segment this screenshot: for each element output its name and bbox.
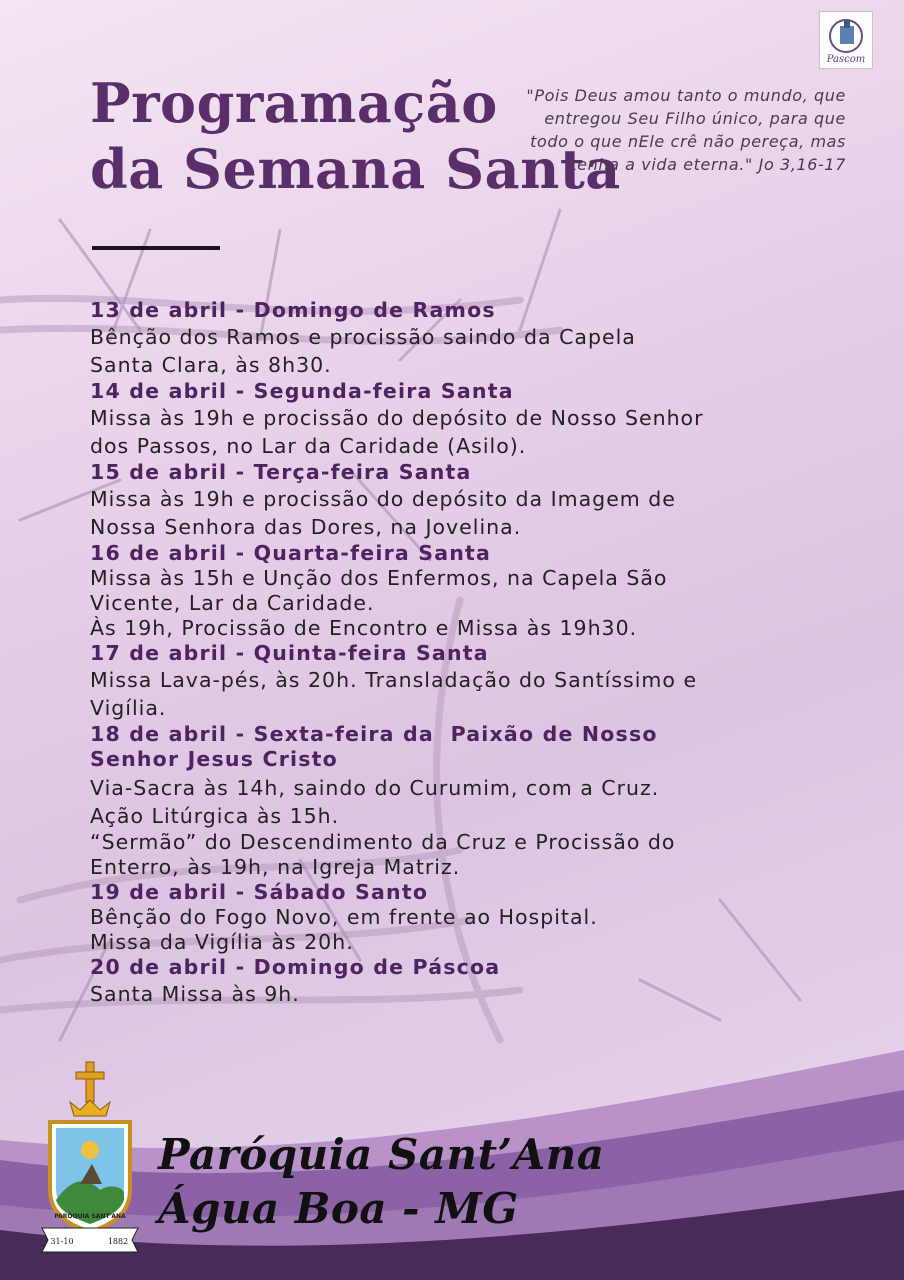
day-line: Missa às 15h e Unção dos Enfermos, na Capela São [90, 566, 668, 590]
svg-text:31-10: 31-10 [50, 1237, 74, 1246]
day-title: 13 de abril - Domingo de Ramos [90, 298, 496, 322]
day-line: Vigília. [90, 696, 167, 720]
svg-text:PARÓQUIA SANT'ANA: PARÓQUIA SANT'ANA [54, 1213, 126, 1220]
schedule-day [90, 722, 830, 880]
day-title: 20 de abril - Domingo de Páscoa [90, 955, 501, 979]
day-line: Missa Lava-pés, às 20h. Transladação do Santíssimo e [90, 668, 698, 692]
day-line: Bênção dos Ramos e procissão saindo da Capela [90, 325, 636, 349]
page-title-line1: Programação [90, 71, 498, 135]
day-line: Bênção do Fogo Novo, em frente ao Hospital. [90, 905, 598, 929]
schedule-day [90, 460, 830, 541]
pascom-logo-icon [820, 12, 872, 68]
parish-name [158, 1128, 604, 1236]
schedule-list [90, 298, 830, 1008]
svg-text:Pascom: Pascom [826, 54, 866, 65]
day-line: Via-Sacra às 14h, saindo do Curumim, com a Cruz. [90, 776, 660, 800]
parish-coat-of-arms-icon [40, 1060, 140, 1254]
schedule-day [90, 955, 830, 1008]
schedule-day [90, 541, 830, 641]
schedule-day [90, 641, 830, 722]
day-title: Senhor Jesus Cristo [90, 747, 338, 771]
day-line: Às 19h, Procissão de Encontro e Missa às 19h30. [90, 616, 638, 640]
page-title-line2: da Semana Santa [90, 137, 621, 201]
parish-name-line2: Água Boa - MG [158, 1184, 519, 1233]
day-line: Ação Litúrgica às 15h. [90, 804, 340, 828]
day-title: 15 de abril - Terça-feira Santa [90, 460, 472, 484]
day-title: 18 de abril - Sexta-feira da Paixão de Nosso [90, 722, 658, 746]
schedule-day [90, 298, 830, 379]
day-line: Missa às 19h e procissão do depósito da Imagem de [90, 487, 676, 511]
svg-text:1882: 1882 [107, 1237, 129, 1246]
day-line: “Sermão” do Descendimento da Cruz e Procissão do [90, 830, 676, 854]
schedule-day [90, 880, 830, 955]
day-title: 14 de abril - Segunda-feira Santa [90, 379, 514, 403]
day-line: Missa da Vigília às 20h. [90, 930, 354, 954]
day-title: 16 de abril - Quarta-feira Santa [90, 541, 492, 565]
schedule-day [90, 379, 830, 460]
day-line: Santa Missa às 9h. [90, 982, 300, 1006]
day-title: 19 de abril - Sábado Santo [90, 880, 429, 904]
day-line: Vicente, Lar da Caridade. [90, 591, 375, 615]
day-line: Enterro, às 19h, na Igreja Matriz. [90, 855, 461, 879]
day-line: Santa Clara, às 8h30. [90, 353, 332, 377]
title-divider [92, 246, 220, 250]
day-line: Missa às 19h e procissão do depósito de Nosso Senhor [90, 406, 704, 430]
parish-name-line1: Paróquia Sant’Ana [158, 1130, 605, 1179]
day-line: dos Passos, no Lar da Caridade (Asilo). [90, 434, 527, 458]
day-line: Nossa Senhora das Dores, na Jovelina. [90, 515, 522, 539]
pascom-logo [819, 11, 873, 69]
day-title: 17 de abril - Quinta-feira Santa [90, 641, 489, 665]
bible-quote: "Pois Deus amou tanto o mundo, que entregou Seu Filho único, para que todo o que nEle crê não pereça, mas tenha a vida eterna." Jo 3,16-17 [526, 86, 846, 174]
